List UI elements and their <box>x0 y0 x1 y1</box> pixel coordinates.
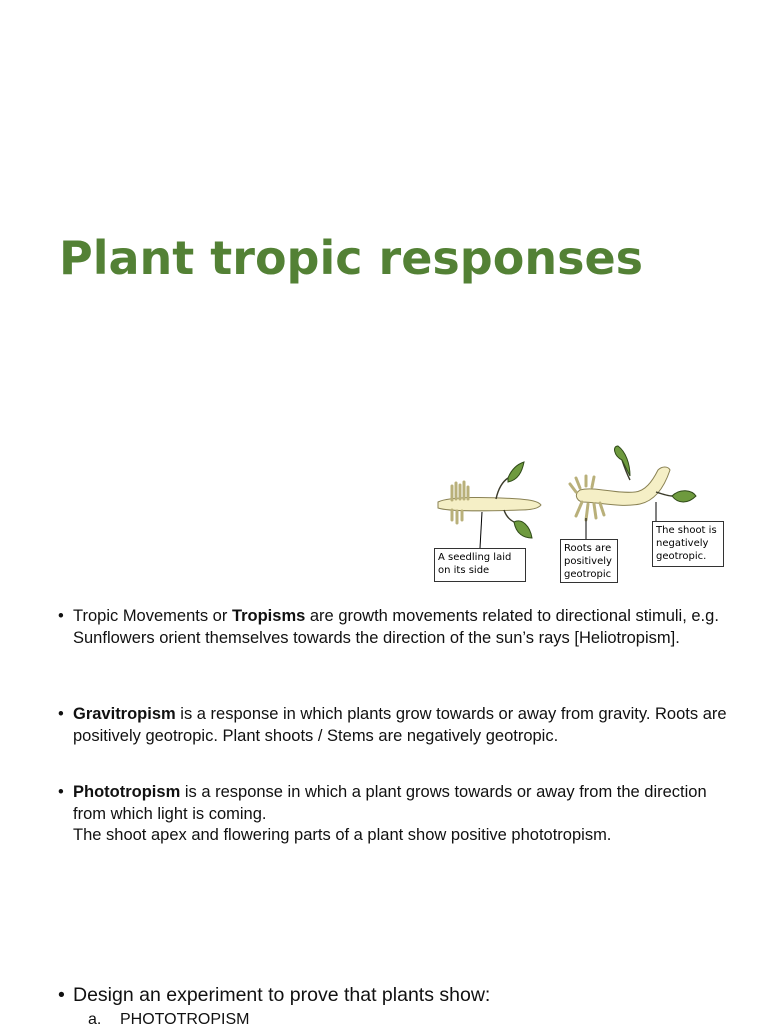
design-text: Design an experiment to prove that plants show: <box>73 984 491 1006</box>
bullet-dot: • <box>58 607 64 625</box>
bullet-text <box>73 704 728 747</box>
seedling-horizontal <box>438 462 541 548</box>
design-item-phototropism <box>88 1010 250 1030</box>
bullet-phototropism <box>58 782 728 847</box>
list-marker: a. <box>88 1011 102 1028</box>
label-roots: Roots are positively geotropic <box>560 539 618 583</box>
bullet-dot: • <box>58 984 65 1006</box>
bullet-text-pre: Tropic Movements or <box>73 607 232 625</box>
label-shoot: The shoot is negatively geotropic. <box>652 521 724 567</box>
bullet-text-post: are growth movements related to directional stimuli, e.g. Sunflowers orient themselves towards the direction of the sun’s rays [Heliotropism]. <box>73 607 719 647</box>
bullet-text-line2: The shoot apex and flowering parts of a plant show positive phototropism. <box>73 826 612 844</box>
list-item-label: PHOTOTROPISM <box>120 1011 250 1028</box>
bullet-text <box>73 606 728 649</box>
bullet-dot: • <box>58 783 64 801</box>
term-tropisms: Tropisms <box>231 607 306 625</box>
bullet-text-post: is a response in which a plant grows towards or away from the direction from which light is coming. <box>73 783 707 823</box>
bullet-dot: • <box>58 705 64 723</box>
design-experiment-bullet <box>58 983 738 1007</box>
bullet-tropisms <box>58 606 728 649</box>
slide-title: Plant tropic responses <box>59 231 644 285</box>
label-seedling: A seedling laid on its side <box>434 548 526 582</box>
term-gravitropism: Gravitropism <box>73 705 176 723</box>
term-phototropism: Phototropism <box>73 783 181 801</box>
seedling-geotropism-figure <box>430 442 726 587</box>
bullet-text <box>73 782 728 847</box>
bullet-gravitropism <box>58 704 728 747</box>
bullet-text-post: is a response in which plants grow towards or away from gravity. Roots are positively geotropic. Plant shoots / Stems are negatively geotropic. <box>73 705 727 745</box>
